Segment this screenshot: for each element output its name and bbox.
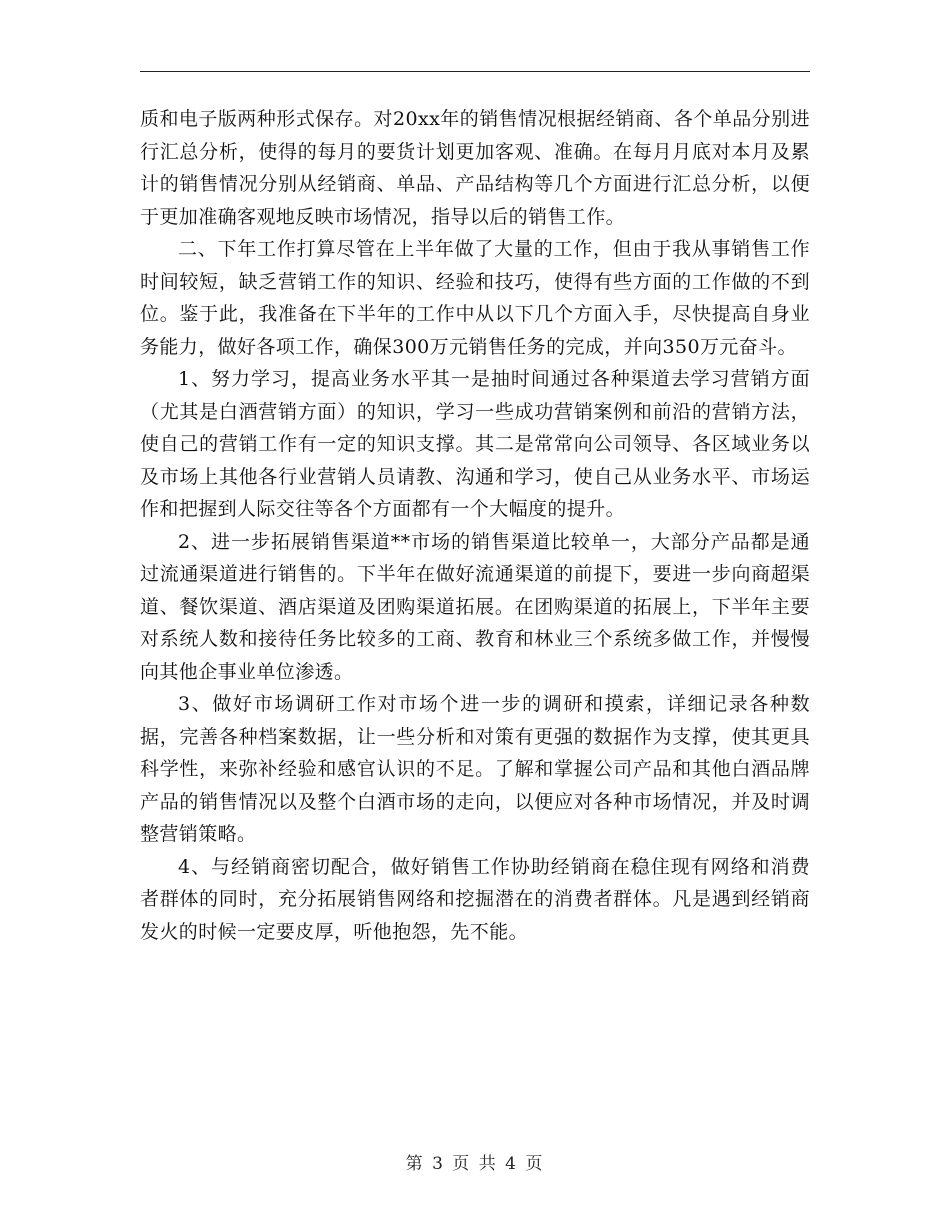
paragraph-item-2: 2、进一步拓展销售渠道**市场的销售渠道比较单一，大部分产品都是通过流通渠道进行销售的。下半年在做好流通渠道的前提下，要进一步向商超渠道、餐饮渠道、酒店渠道及团购渠道拓展。在团购渠道的拓展上，下半年主要对系统人数和接待任务比较多的工商、教育和林业三个系统多做工作，并慢慢向其他企事业单位渗透。 (140, 530, 810, 683)
page-number-footer: 第 3 页 共 4 页 (405, 1154, 545, 1174)
document-body (140, 103, 810, 948)
paragraph-next-year-plan: 二、下年工作打算尽管在上半年做了大量的工作，但由于我从事销售工作时间较短，缺乏营销工作的知识、经验和技巧，使得有些方面的工作做的不到位。鉴于此，我准备在下半年的工作中从以下几个方面入手，尽快提高自身业务能力，做好各项工作，确保300万元销售任务的完成，并向350万元奋斗。 (140, 238, 810, 358)
paragraph-item-3: 3、做好市场调研工作对市场个进一步的调研和摸索，详细记录各种数据，完善各种档案数据，让一些分析和对策有更强的数据作为支撑，使其更具科学性，来弥补经验和感官认识的不足。了解和掌握公司产品和其他白酒品牌产品的销售情况以及整个白酒市场的走向，以便应对各种市场情况，并及时调整营销策略。 (140, 693, 810, 845)
paragraph-item-1: 1、努力学习，提高业务水平其一是抽时间通过各种渠道去学习营销方面（尤其是白酒营销方面）的知识，学习一些成功营销案例和前沿的营销方法，使自己的营销工作有一定的知识支撑。其二是常常向公司领导、各区域业务以及市场上其他各行业营销人员请教、沟通和学习，使自己从业务水平、市场运作和把握到人际交往等各个方面都有一个大幅度的提升。 (140, 368, 810, 520)
paragraph-item-4: 4、与经销商密切配合，做好销售工作协助经销商在稳住现有网络和消费者群体的同时，充分拓展销售网络和挖掘潜在的消费者群体。凡是遇到经销商发火的时候一定要皮厚，听他抱怨，先不能。 (140, 855, 810, 943)
header-rule (140, 71, 810, 72)
paragraph-continuation: 质和电子版两种形式保存。对20xx年的销售情况根据经销商、各个单品分别进行汇总分析，使得的每月的要货计划更加客观、准确。在每月月底对本月及累计的销售情况分别从经销商、单品、产品结构等几个方面进行汇总分析，以便于更加准确客观地反映市场情况，指导以后的销售工作。 (140, 108, 810, 228)
